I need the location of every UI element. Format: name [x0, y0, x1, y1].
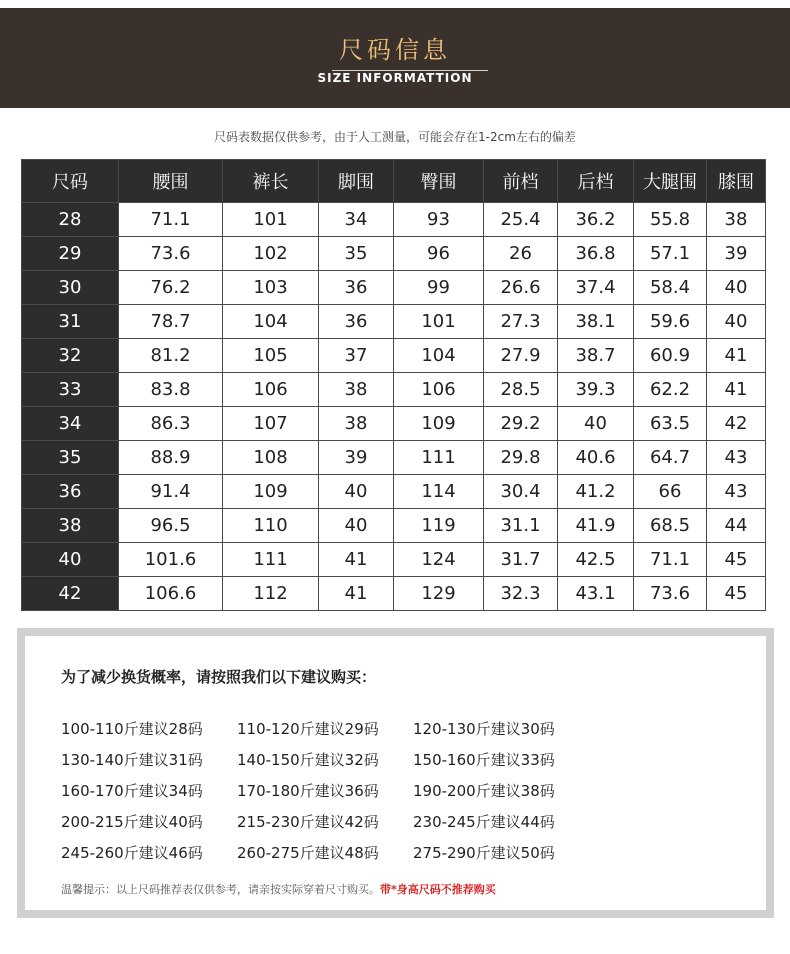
measurement-cell: 43.1 [558, 577, 634, 611]
measurement-cell: 38.7 [558, 339, 634, 373]
size-cell: 35 [22, 441, 119, 475]
recommendation-item: 110-120斤建议29码 [237, 720, 379, 738]
measurement-cell: 40 [707, 305, 766, 339]
measurement-cell: 41.9 [558, 509, 634, 543]
recommendation-item: 245-260斤建议46码 [61, 844, 203, 862]
measurement-cell: 40 [707, 271, 766, 305]
table-row [22, 271, 766, 305]
recommendation-card [25, 636, 766, 910]
measurement-cell: 73.6 [119, 237, 223, 271]
size-cell: 33 [22, 373, 119, 407]
measurement-cell: 106 [223, 373, 319, 407]
measurement-cell: 109 [223, 475, 319, 509]
recommendation-item: 150-160斤建议33码 [413, 751, 555, 769]
measurement-cell: 45 [707, 543, 766, 577]
measurement-cell: 119 [394, 509, 484, 543]
measurement-cell: 109 [394, 407, 484, 441]
table-row [22, 475, 766, 509]
measurement-cell: 40 [558, 407, 634, 441]
measurement-cell: 39 [319, 441, 394, 475]
measurement-cell: 91.4 [119, 475, 223, 509]
column-header: 大腿围 [634, 160, 707, 203]
measurement-cell: 29.2 [484, 407, 558, 441]
size-cell: 28 [22, 203, 119, 237]
measurement-cell: 40 [319, 509, 394, 543]
table-row [22, 543, 766, 577]
recommendation-item: 260-275斤建议48码 [237, 844, 379, 862]
measurement-cell: 68.5 [634, 509, 707, 543]
measurement-cell: 26.6 [484, 271, 558, 305]
recommendation-item: 230-245斤建议44码 [413, 813, 555, 831]
measurement-cell: 101 [223, 203, 319, 237]
measurement-cell: 111 [394, 441, 484, 475]
table-row [22, 237, 766, 271]
measurement-cell: 43 [707, 441, 766, 475]
recommendation-title: 为了减少换货概率，请按照我们以下建议购买： [61, 668, 377, 686]
table-row [22, 577, 766, 611]
measurement-cell: 45 [707, 577, 766, 611]
table-row [22, 441, 766, 475]
measurement-cell: 83.8 [119, 373, 223, 407]
table-row [22, 339, 766, 373]
measurement-cell: 28.5 [484, 373, 558, 407]
table-row [22, 407, 766, 441]
measurement-cell: 39.3 [558, 373, 634, 407]
measurement-cell: 34 [319, 203, 394, 237]
recommendation-item: 140-150斤建议32码 [237, 751, 379, 769]
measurement-cell: 104 [394, 339, 484, 373]
measurement-cell: 36.8 [558, 237, 634, 271]
size-cell: 32 [22, 339, 119, 373]
measurement-cell: 39 [707, 237, 766, 271]
page-subtitle: SIZE INFORMATTION [317, 71, 473, 85]
measurement-cell: 102 [223, 237, 319, 271]
recommendation-panel [17, 628, 774, 918]
recommendation-item: 160-170斤建议34码 [61, 782, 203, 800]
measurement-cell: 71.1 [119, 203, 223, 237]
measurement-cell: 105 [223, 339, 319, 373]
measurement-cell: 106 [394, 373, 484, 407]
measurement-cell: 32.3 [484, 577, 558, 611]
measurement-cell: 101 [394, 305, 484, 339]
measurement-cell: 103 [223, 271, 319, 305]
measurement-cell: 37.4 [558, 271, 634, 305]
column-header: 裤长 [223, 160, 319, 203]
column-header: 臀围 [394, 160, 484, 203]
size-cell: 29 [22, 237, 119, 271]
measurement-cell: 59.6 [634, 305, 707, 339]
table-header-row [22, 160, 766, 203]
measurement-cell: 60.9 [634, 339, 707, 373]
measurement-cell: 38 [707, 203, 766, 237]
table-row [22, 305, 766, 339]
measurement-cell: 88.9 [119, 441, 223, 475]
size-cell: 42 [22, 577, 119, 611]
table-body [22, 203, 766, 611]
measurement-cell: 55.8 [634, 203, 707, 237]
measurement-cell: 42 [707, 407, 766, 441]
recommendation-item: 130-140斤建议31码 [61, 751, 203, 769]
recommendation-list [61, 720, 621, 863]
measurement-cell: 41.2 [558, 475, 634, 509]
measurement-cell: 101.6 [119, 543, 223, 577]
measurement-cell: 36.2 [558, 203, 634, 237]
page-title: 尺码信息 [339, 36, 451, 64]
measurement-cell: 43 [707, 475, 766, 509]
column-header: 前档 [484, 160, 558, 203]
measurement-cell: 114 [394, 475, 484, 509]
measurement-cell: 58.4 [634, 271, 707, 305]
recommendation-item: 100-110斤建议28码 [61, 720, 203, 738]
measurement-cell: 64.7 [634, 441, 707, 475]
recommendation-item: 170-180斤建议36码 [237, 782, 379, 800]
measurement-cell: 31.1 [484, 509, 558, 543]
table-row [22, 373, 766, 407]
column-header: 脚围 [319, 160, 394, 203]
measurement-cell: 26 [484, 237, 558, 271]
size-cell: 30 [22, 271, 119, 305]
measurement-cell: 104 [223, 305, 319, 339]
measurement-cell: 29.8 [484, 441, 558, 475]
measurement-note: 尺码表数据仅供参考，由于人工测量，可能会存在1-2cm左右的偏差 [214, 130, 576, 144]
measurement-cell: 57.1 [634, 237, 707, 271]
measurement-cell: 27.3 [484, 305, 558, 339]
measurement-cell: 27.9 [484, 339, 558, 373]
recommendation-item: 215-230斤建议42码 [237, 813, 379, 831]
measurement-cell: 66 [634, 475, 707, 509]
measurement-cell: 42.5 [558, 543, 634, 577]
recommendation-footer [61, 881, 496, 897]
measurement-cell: 129 [394, 577, 484, 611]
size-table [21, 159, 766, 611]
measurement-cell: 81.2 [119, 339, 223, 373]
column-header: 膝围 [707, 160, 766, 203]
measurement-cell: 99 [394, 271, 484, 305]
measurement-cell: 112 [223, 577, 319, 611]
measurement-cell: 71.1 [634, 543, 707, 577]
measurement-cell: 35 [319, 237, 394, 271]
measurement-cell: 63.5 [634, 407, 707, 441]
measurement-cell: 76.2 [119, 271, 223, 305]
measurement-cell: 36 [319, 271, 394, 305]
measurement-cell: 40 [319, 475, 394, 509]
column-header: 尺码 [22, 160, 119, 203]
recommendation-item: 275-290斤建议50码 [413, 844, 555, 862]
measurement-cell: 86.3 [119, 407, 223, 441]
measurement-cell: 107 [223, 407, 319, 441]
measurement-cell: 41 [707, 373, 766, 407]
measurement-cell: 73.6 [634, 577, 707, 611]
size-cell: 38 [22, 509, 119, 543]
measurement-cell: 96.5 [119, 509, 223, 543]
measurement-cell: 30.4 [484, 475, 558, 509]
measurement-cell: 40.6 [558, 441, 634, 475]
measurement-cell: 44 [707, 509, 766, 543]
measurement-cell: 108 [223, 441, 319, 475]
measurement-cell: 124 [394, 543, 484, 577]
header-banner [0, 8, 790, 108]
size-cell: 34 [22, 407, 119, 441]
measurement-cell: 111 [223, 543, 319, 577]
measurement-cell: 110 [223, 509, 319, 543]
table-row [22, 203, 766, 237]
recommendation-item: 200-215斤建议40码 [61, 813, 203, 831]
measurement-cell: 41 [707, 339, 766, 373]
measurement-cell: 93 [394, 203, 484, 237]
measurement-cell: 25.4 [484, 203, 558, 237]
footer-warning: 带*身高尺码不推荐购买 [380, 883, 496, 896]
measurement-cell: 96 [394, 237, 484, 271]
measurement-cell: 38 [319, 373, 394, 407]
column-header: 腰围 [119, 160, 223, 203]
size-cell: 31 [22, 305, 119, 339]
recommendation-item: 120-130斤建议30码 [413, 720, 555, 738]
measurement-cell: 38.1 [558, 305, 634, 339]
recommendation-item: 190-200斤建议38码 [413, 782, 555, 800]
table-row [22, 509, 766, 543]
size-cell: 36 [22, 475, 119, 509]
measurement-cell: 37 [319, 339, 394, 373]
measurement-cell: 62.2 [634, 373, 707, 407]
measurement-cell: 41 [319, 577, 394, 611]
size-cell: 40 [22, 543, 119, 577]
footer-note: 温馨提示：以上尺码推荐表仅供参考，请亲按实际穿着尺寸购买。 [61, 883, 380, 896]
measurement-cell: 41 [319, 543, 394, 577]
measurement-cell: 36 [319, 305, 394, 339]
column-header: 后档 [558, 160, 634, 203]
measurement-cell: 78.7 [119, 305, 223, 339]
measurement-cell: 31.7 [484, 543, 558, 577]
measurement-cell: 38 [319, 407, 394, 441]
measurement-cell: 106.6 [119, 577, 223, 611]
